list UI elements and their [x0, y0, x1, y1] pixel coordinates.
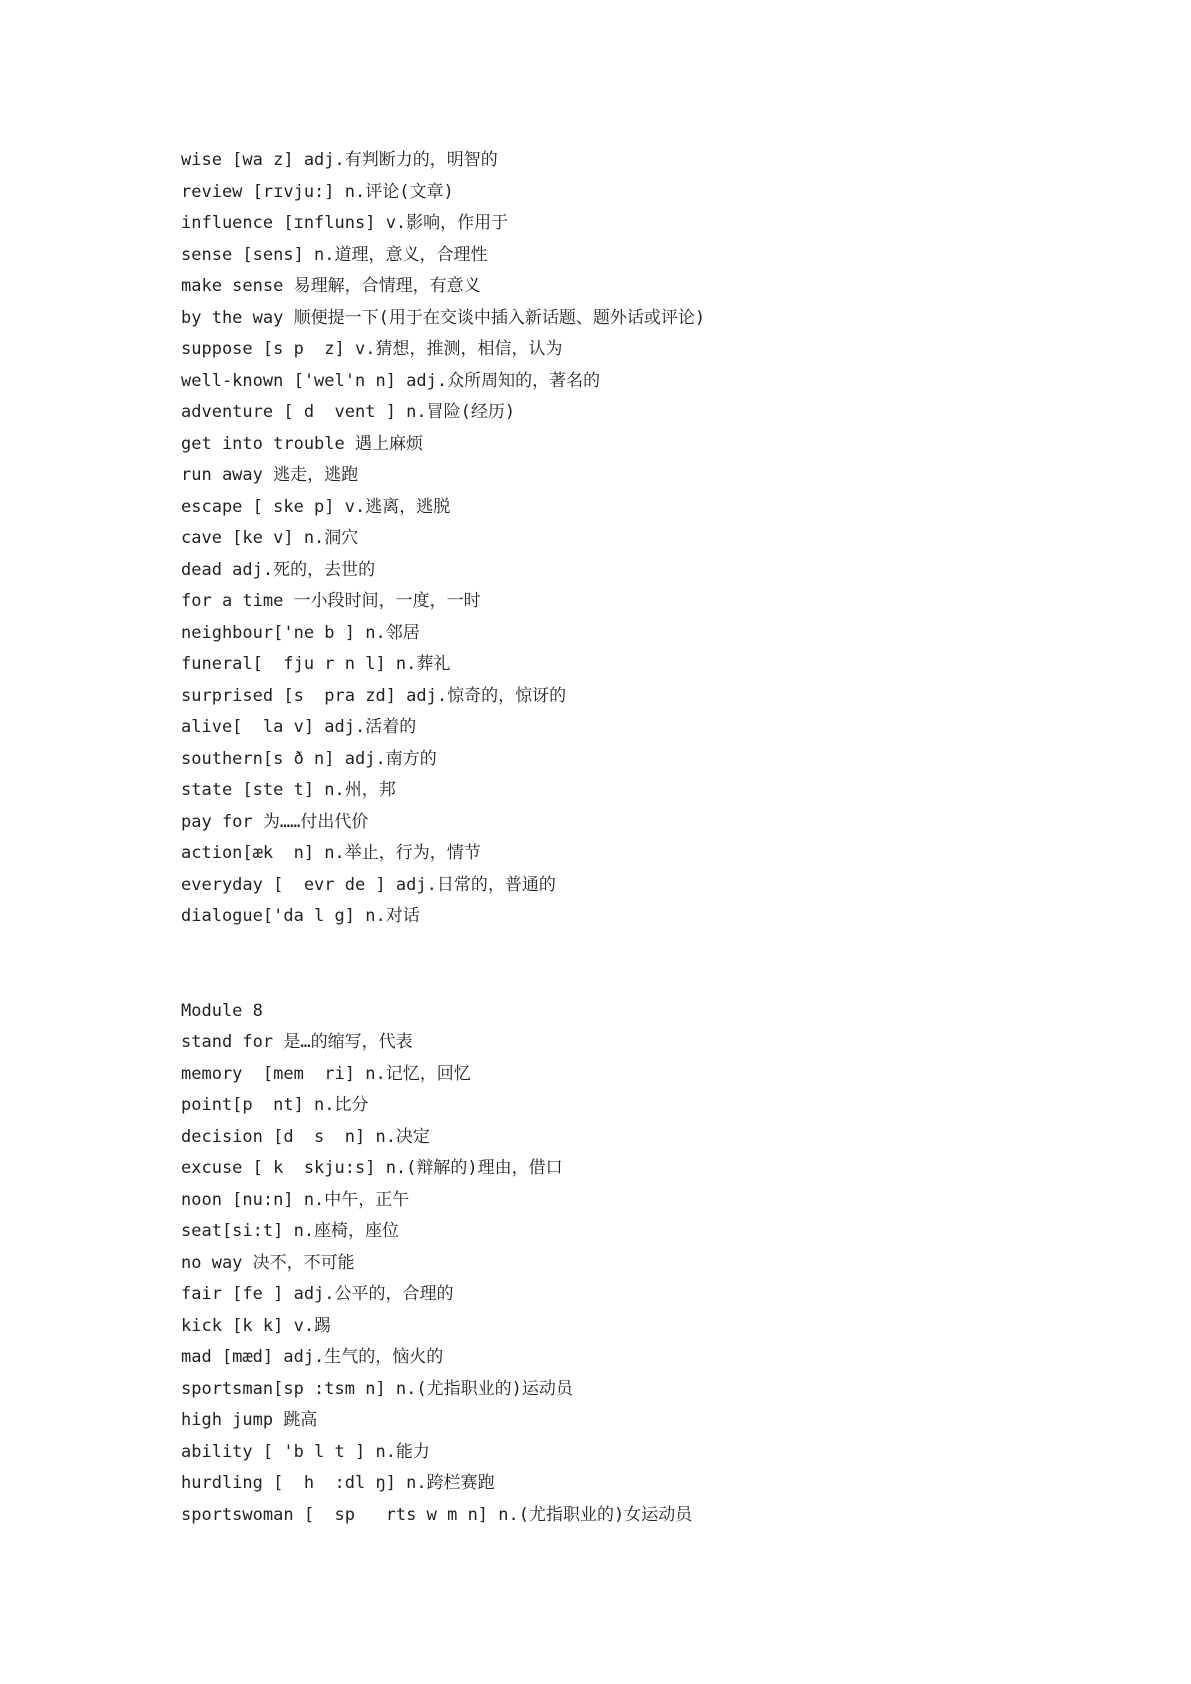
vocab-line: get into trouble 遇上麻烦 [181, 433, 423, 454]
vocab-line: surprised [s pra zd] adj.惊奇的，惊讶的 [181, 685, 567, 706]
vocab-line: pay for 为……付出代价 [181, 811, 369, 832]
vocab-line: southern[s ð n] adj.南方的 [181, 748, 437, 769]
vocab-line: seat[si:t] n.座椅，座位 [181, 1221, 400, 1241]
vocab-line: dead adj.死的，去世的 [181, 559, 376, 580]
vocab-line: well-known ['wel'n n] adj.众所周知的，著名的 [181, 370, 601, 391]
vocab-line: influence [ɪnfluns] v.影响，作用于 [181, 213, 509, 233]
vocab-line: everyday [ evr de ] adj.日常的，普通的 [181, 874, 556, 895]
vocab-line: ability [ 'b l t ] n.能力 [181, 1441, 430, 1462]
vocab-line: decision [d s n] n.决定 [181, 1126, 430, 1147]
section-gap [181, 933, 1141, 996]
vocab-line: neighbour['ne b ] n.邻居 [181, 622, 420, 643]
vocab-line: cave [ke v] n.洞穴 [181, 528, 359, 548]
vocab-line: high jump 跳高 [181, 1410, 318, 1430]
vocab-line: review [rɪvju:] n.评论(文章) [181, 181, 454, 202]
vocab-line: fair [fe ] adj.公平的，合理的 [181, 1284, 454, 1304]
vocab-line: alive[ la v] adj.活着的 [181, 717, 417, 737]
vocab-line: no way 决不，不可能 [181, 1252, 355, 1273]
vocab-section-1 [181, 145, 1141, 933]
module-heading: Module 8 [181, 1000, 263, 1021]
vocab-line: sense [sens] n.道理，意义，合理性 [181, 244, 488, 265]
vocab-line: funeral[ fju r n l] n.葬礼 [181, 654, 451, 674]
vocab-line: by the way 顺便提一下(用于在交谈中插入新话题、题外话或评论) [181, 307, 706, 328]
vocab-line: sportsman[sp :tsm n] n.(尤指职业的)运动员 [181, 1378, 573, 1399]
vocab-line: wise [wa z] adj.有判断力的，明智的 [181, 150, 498, 170]
vocab-line: point[p nt] n.比分 [181, 1095, 369, 1115]
vocab-section-2 [181, 996, 1141, 1532]
vocab-line: excuse [ k skju:s] n.(辩解的)理由，借口 [181, 1158, 563, 1178]
vocab-line: sportswoman [ sp rts w m n] n.(尤指职业的)女运动员 [181, 1504, 693, 1525]
vocab-line: stand for 是…的缩写，代表 [181, 1032, 413, 1052]
vocab-line: dialogue['da l g] n.对话 [181, 906, 420, 926]
vocab-line: action[æk n] n.举止，行为，情节 [181, 843, 481, 863]
vocab-line: make sense 易理解，合情理，有意义 [181, 276, 481, 296]
vocab-line: noon [nu:n] n.中午，正午 [181, 1189, 410, 1210]
vocab-line: kick [k k] v.踢 [181, 1315, 332, 1336]
vocab-line: hurdling [ h :dl ŋ] n.跨栏赛跑 [181, 1473, 495, 1493]
vocab-page [181, 145, 1141, 1531]
vocab-line: state [ste t] n.州，邦 [181, 780, 396, 800]
vocab-line: for a time 一小段时间，一度，一时 [181, 591, 481, 611]
vocab-line: memory [mem ri] n.记忆，回忆 [181, 1063, 471, 1084]
vocab-line: escape [ ske p] v.逃离，逃脱 [181, 496, 451, 517]
vocab-line: mad [mæd] adj.生气的，恼火的 [181, 1347, 444, 1367]
vocab-line: adventure [ d vent ] n.冒险(经历) [181, 402, 516, 422]
vocab-line: run away 逃走，逃跑 [181, 465, 359, 485]
vocab-line: suppose [s p z] v.猜想，推测，相信，认为 [181, 339, 563, 359]
